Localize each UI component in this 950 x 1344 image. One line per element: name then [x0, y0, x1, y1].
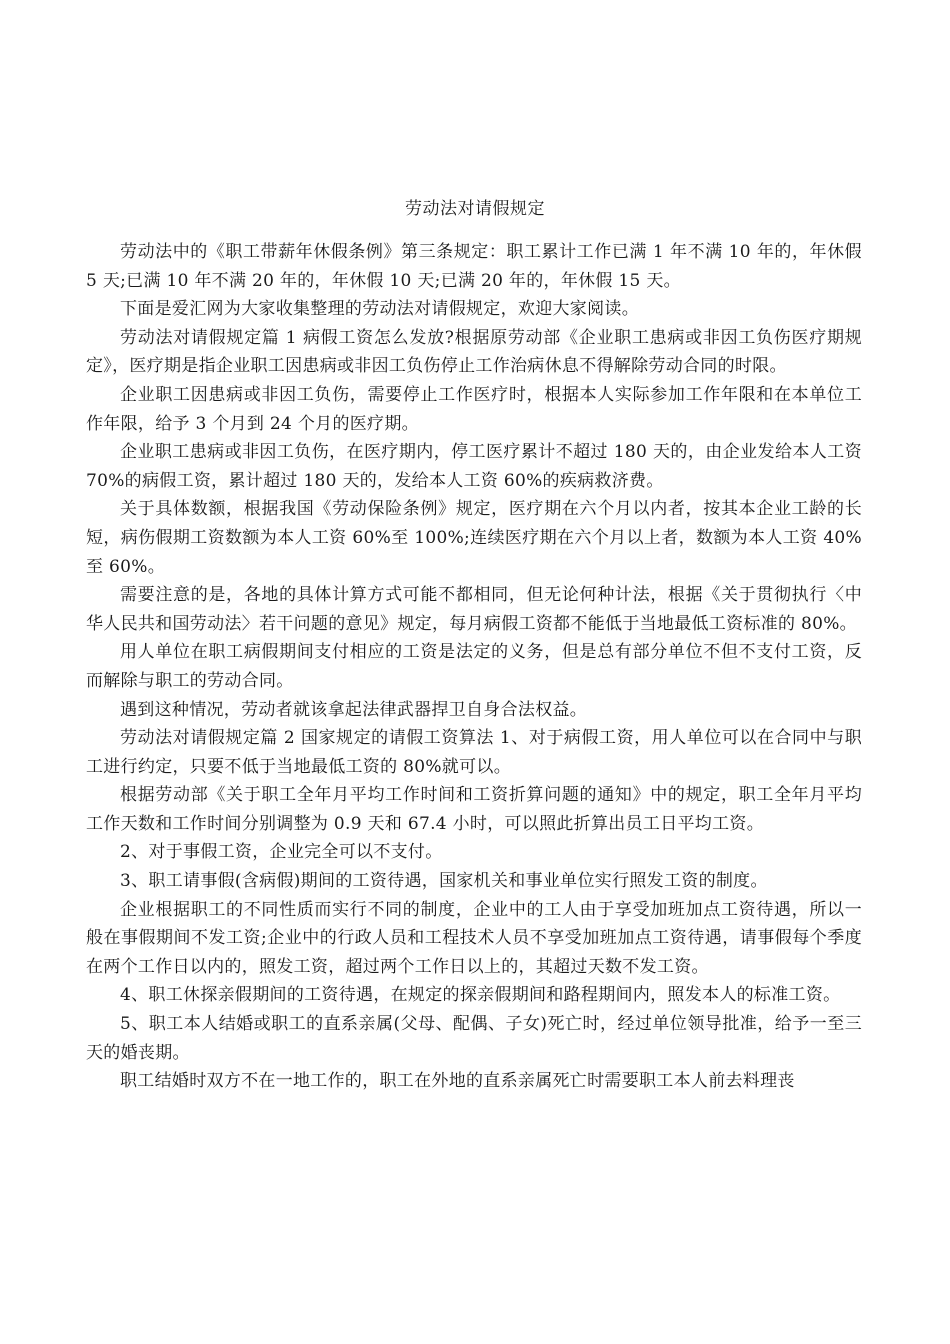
paragraph-minimum-wage: 需要注意的是，各地的具体计算方式可能不都相同，但无论何种计法，根据《关于贯彻执行〈中华人民共和国劳动法〉若干问题的意见》规定，每月病假工资都不能低于当地最低工资标准的 80%。 — [86, 585, 862, 634]
paragraph-amount: 关于具体数额，根据我国《劳动保险条例》规定，医疗期在六个月以内者，按其本企业工龄的长短，病伤假期工资数额为本人工资 60%至 100%;连续医疗期在六个月以上者，数额为本人工资 40%至 60%。 — [86, 499, 862, 577]
paragraph-medical-period: 企业职工因患病或非因工负伤，需要停止工作医疗时，根据本人实际参加工作年限和在本单位工作年限，给予 3 个月到 24 个月的医疗期。 — [86, 384, 862, 434]
paragraph-rights: 遇到这种情况，劳动者就该拿起法律武器捍卫自身合法权益。 — [120, 699, 588, 720]
document-body — [86, 238, 862, 1096]
paragraph-personal-leave: 2、对于事假工资，企业完全可以不支付。 — [120, 842, 443, 863]
paragraph-intro: 下面是爱汇网为大家收集整理的劳动法对请假规定，欢迎大家阅读。 — [120, 299, 639, 320]
paragraph-calculation: 根据劳动部《关于职工全年月平均工作时间和工资折算问题的通知》中的规定，职工全年月平均工作天数和工作时间分别调整为 0.9 天和 67.4 小时，可以照此折算出员工日平均工资。 — [86, 785, 862, 834]
paragraph-marriage-bereavement: 5、职工本人结婚或职工的直系亲属(父母、配偶、子女)死亡时，经过单位领导批准，给予一至三天的婚丧期。 — [86, 1014, 862, 1063]
paragraph-travel: 职工结婚时双方不在一地工作的，职工在外地的直系亲属死亡时需要职工本人前去料理丧 — [120, 1071, 795, 1092]
paragraph-section-2: 劳动法对请假规定篇 2 国家规定的请假工资算法 1、对于病假工资，用人单位可以在合同中与职工进行约定，只要不低于当地最低工资的 80%就可以。 — [86, 728, 862, 777]
paragraph-agency-pay: 3、职工请事假(含病假)期间的工资待遇，国家机关和事业单位实行照发工资的制度。 — [120, 871, 768, 892]
document-title: 劳动法对请假规定 — [405, 199, 545, 219]
paragraph-sick-pay: 企业职工患病或非因工负伤，在医疗期内，停工医疗累计不超过 180 天的，由企业发给本人工资 70%的病假工资，累计超过 180 天的，发给本人工资 60%的疾病救济费。 — [86, 442, 862, 491]
paragraph-enterprise-rules: 企业根据职工的不同性质而实行不同的制度，企业中的工人由于享受加班加点工资待遇，所以一般在事假期间不发工资;企业中的行政人员和工程技术人员不享受加班加点工资待遇，请事假每个季度在两个工作日以内的，照发工资，超过两个工作日以上的，其超过天数不发工资。 — [86, 899, 862, 977]
paragraph-family-leave: 4、职工休探亲假期间的工资待遇，在规定的探亲假期间和路程期间内，照发本人的标准工资。 — [120, 985, 841, 1006]
paragraph-annual-leave: 劳动法中的《职工带薪年休假条例》第三条规定：职工累计工作已满 1 年不满 10 年的，年休假 5 天;已满 10 年不满 20 年的，年休假 10 天;已满 20 年的，年休假 15 天。 — [86, 242, 862, 291]
paragraph-section-1: 劳动法对请假规定篇 1 病假工资怎么发放?根据原劳动部《企业职工患病或非因工负伤医疗期规定》，医疗期是指企业职工因患病或非因工负伤停止工作治病休息不得解除劳动合同的时限。 — [86, 327, 862, 377]
paragraph-employer-duty: 用人单位在职工病假期间支付相应的工资是法定的义务，但是总有部分单位不但不支付工资，反而解除与职工的劳动合同。 — [86, 642, 862, 691]
